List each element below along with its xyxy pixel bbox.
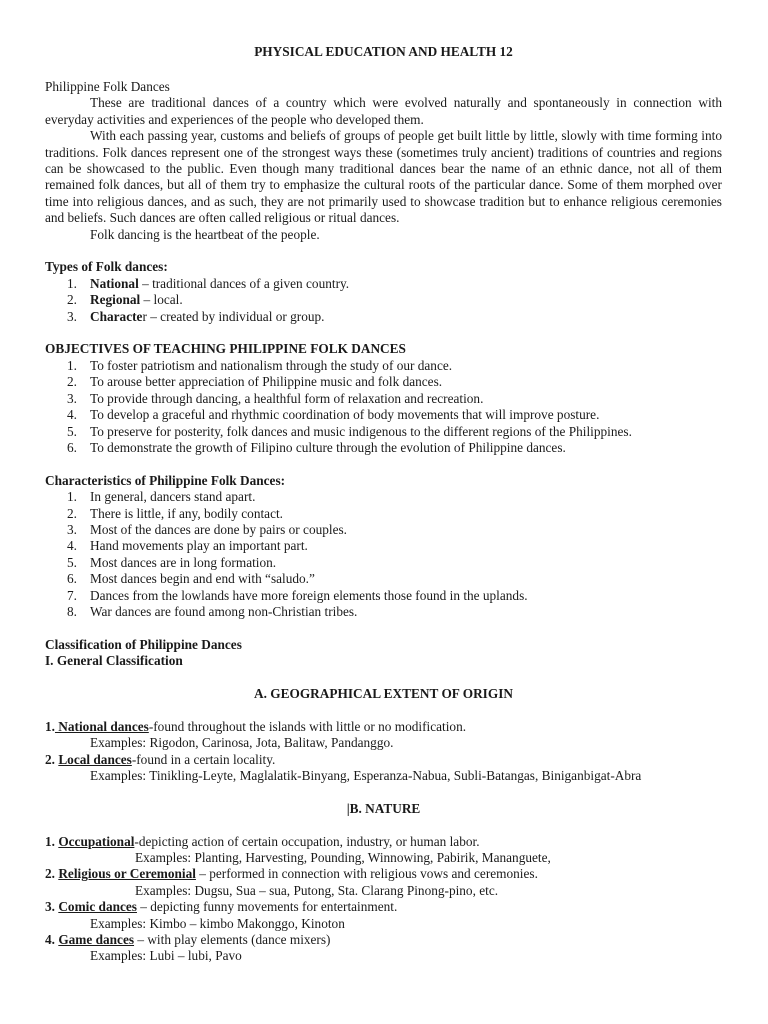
- characteristics-heading: Characteristics of Philippine Folk Dances:: [45, 472, 286, 488]
- list-item: 5. To preserve for posterity, folk dances and music indigenous to the different regions of the Philippines.: [67, 423, 632, 439]
- document-title: PHYSICAL EDUCATION AND HEALTH 12: [254, 44, 513, 59]
- section-b-item: 4. Game dances – with play elements (dance mixers) Examples: Lubi – lubi, Pavo: [45, 932, 722, 965]
- list-item: 2. There is little, if any, bodily contact.: [67, 505, 283, 521]
- document-page: [45, 44, 722, 965]
- list-item: 1. In general, dancers stand apart.: [67, 489, 256, 505]
- section-a-item: 2. Local dances-found in a certain locality. Examples: Tinikling-Leyte, Maglalatik-Binyang, Esperanza-Nabua, Subli-Batangas, Biniganbigat-Abra: [45, 752, 722, 785]
- types-list: [45, 276, 722, 325]
- characteristics-list: [45, 489, 722, 620]
- section-a-item: 1. National dances-found throughout the islands with little or no modification. Examples: Rigodon, Carinosa, Jota, Balitaw, Pandanggo.: [45, 719, 722, 752]
- intro-paragraph-2: With each passing year, customs and beliefs of groups of people get built little by little, slowly with time forming into traditions. Folk dances represent one of the strongest ways these (sometimes truly ancient) traditions of countries and regions can be showcased to the public. Even though many traditional dances bear the name of an ethnic dance, not all of them remained folk dances, but all of them try to emphasize the cultural roots of the particular dance. Some of them morphed over time into religious dances, and as such, they are not primarily used to showcase tradition but to enhance religious ceremonies and beliefs. Such dances are often called religious or ritual dances.: [45, 128, 722, 226]
- list-item: 3. To provide through dancing, a healthful form of relaxation and recreation.: [67, 390, 484, 406]
- examples-line: Examples: Lubi – lubi, Pavo: [90, 948, 242, 964]
- examples-line: Examples: Kimbo – kimbo Makonggo, Kinoton: [90, 915, 345, 931]
- term-label: National dances: [54, 718, 149, 734]
- term-label: Game dances: [58, 932, 135, 947]
- list-item: 1. To foster patriotism and nationalism through the study of our dance.: [67, 357, 453, 373]
- term-label: Local dances: [58, 751, 132, 767]
- list-item: 3. Most of the dances are done by pairs or couples.: [67, 521, 347, 537]
- list-item: 2. Regional – local.: [67, 292, 183, 308]
- section-a-heading: A. GEOGRAPHICAL EXTENT OF ORIGIN: [254, 685, 513, 701]
- intro-paragraph-3: Folk dancing is the heartbeat of the people.: [90, 226, 320, 242]
- term-label: Comic dances: [58, 899, 137, 915]
- intro-paragraph-1: These are traditional dances of a country which were evolved naturally and spontaneously in connection with everyday activities and experiences of the people who developed them.: [45, 95, 722, 127]
- term-label: Religious or Ceremonial: [58, 866, 196, 882]
- classification-subheading: I. General Classification: [45, 653, 183, 669]
- list-item: 1. National – traditional dances of a given country.: [67, 275, 350, 291]
- examples-line: Examples: Dugsu, Sua – sua, Putong, Sta. Clarang Pinong-pino, etc.: [135, 882, 499, 898]
- section-b-item: 2. Religious or Ceremonial – performed in connection with religious vows and ceremonies. Examples: Dugsu, Sua – sua, Putong, Sta. Clarang Pinong-pino, etc.: [45, 866, 722, 899]
- section-b-heading: |B. NATURE: [346, 800, 421, 816]
- list-item: 8. War dances are found among non-Christian tribes.: [67, 603, 358, 619]
- examples-line: Examples: Tinikling-Leyte, Maglalatik-Binyang, Esperanza-Nabua, Subli-Batangas, Biniganbigat-Abra: [90, 767, 642, 783]
- types-heading: Types of Folk dances:: [45, 259, 168, 275]
- list-item: 2. To arouse better appreciation of Philippine music and folk dances.: [67, 374, 443, 390]
- classification-heading: Classification of Philippine Dances: [45, 636, 242, 652]
- objectives-heading: OBJECTIVES OF TEACHING PHILIPPINE FOLK DANCES: [45, 341, 406, 357]
- section-b-item: 1. Occupational-depicting action of certain occupation, industry, or human labor. Examples: Planting, Harvesting, Pounding, Winnowing, Pabirik, Mananguete,: [45, 834, 722, 867]
- examples-line: Examples: Planting, Harvesting, Pounding, Winnowing, Pabirik, Mananguete,: [135, 849, 551, 865]
- list-item: 6. To demonstrate the growth of Filipino culture through the evolution of Philippine dances.: [67, 439, 566, 455]
- list-item: 5. Most dances are in long formation.: [67, 554, 277, 570]
- section-b-item: 3. Comic dances – depicting funny movements for entertainment. Examples: Kimbo – kimbo Makonggo, Kinoton: [45, 899, 722, 932]
- list-item: 6. Most dances begin and end with “saludo.”: [67, 571, 315, 587]
- intro-heading: Philippine Folk Dances: [45, 79, 170, 94]
- list-item: 4. To develop a graceful and rhythmic coordination of body movements that will improve posture.: [67, 407, 600, 423]
- list-item: 3. Character – created by individual or group.: [67, 308, 325, 324]
- list-item: 4. Hand movements play an important part.: [67, 538, 308, 554]
- term-label: Occupational: [58, 833, 135, 849]
- list-item: 7. Dances from the lowlands have more foreign elements those found in the uplands.: [67, 587, 528, 603]
- objectives-list: [45, 358, 722, 456]
- examples-line: Examples: Rigodon, Carinosa, Jota, Balitaw, Pandanggo.: [90, 735, 394, 751]
